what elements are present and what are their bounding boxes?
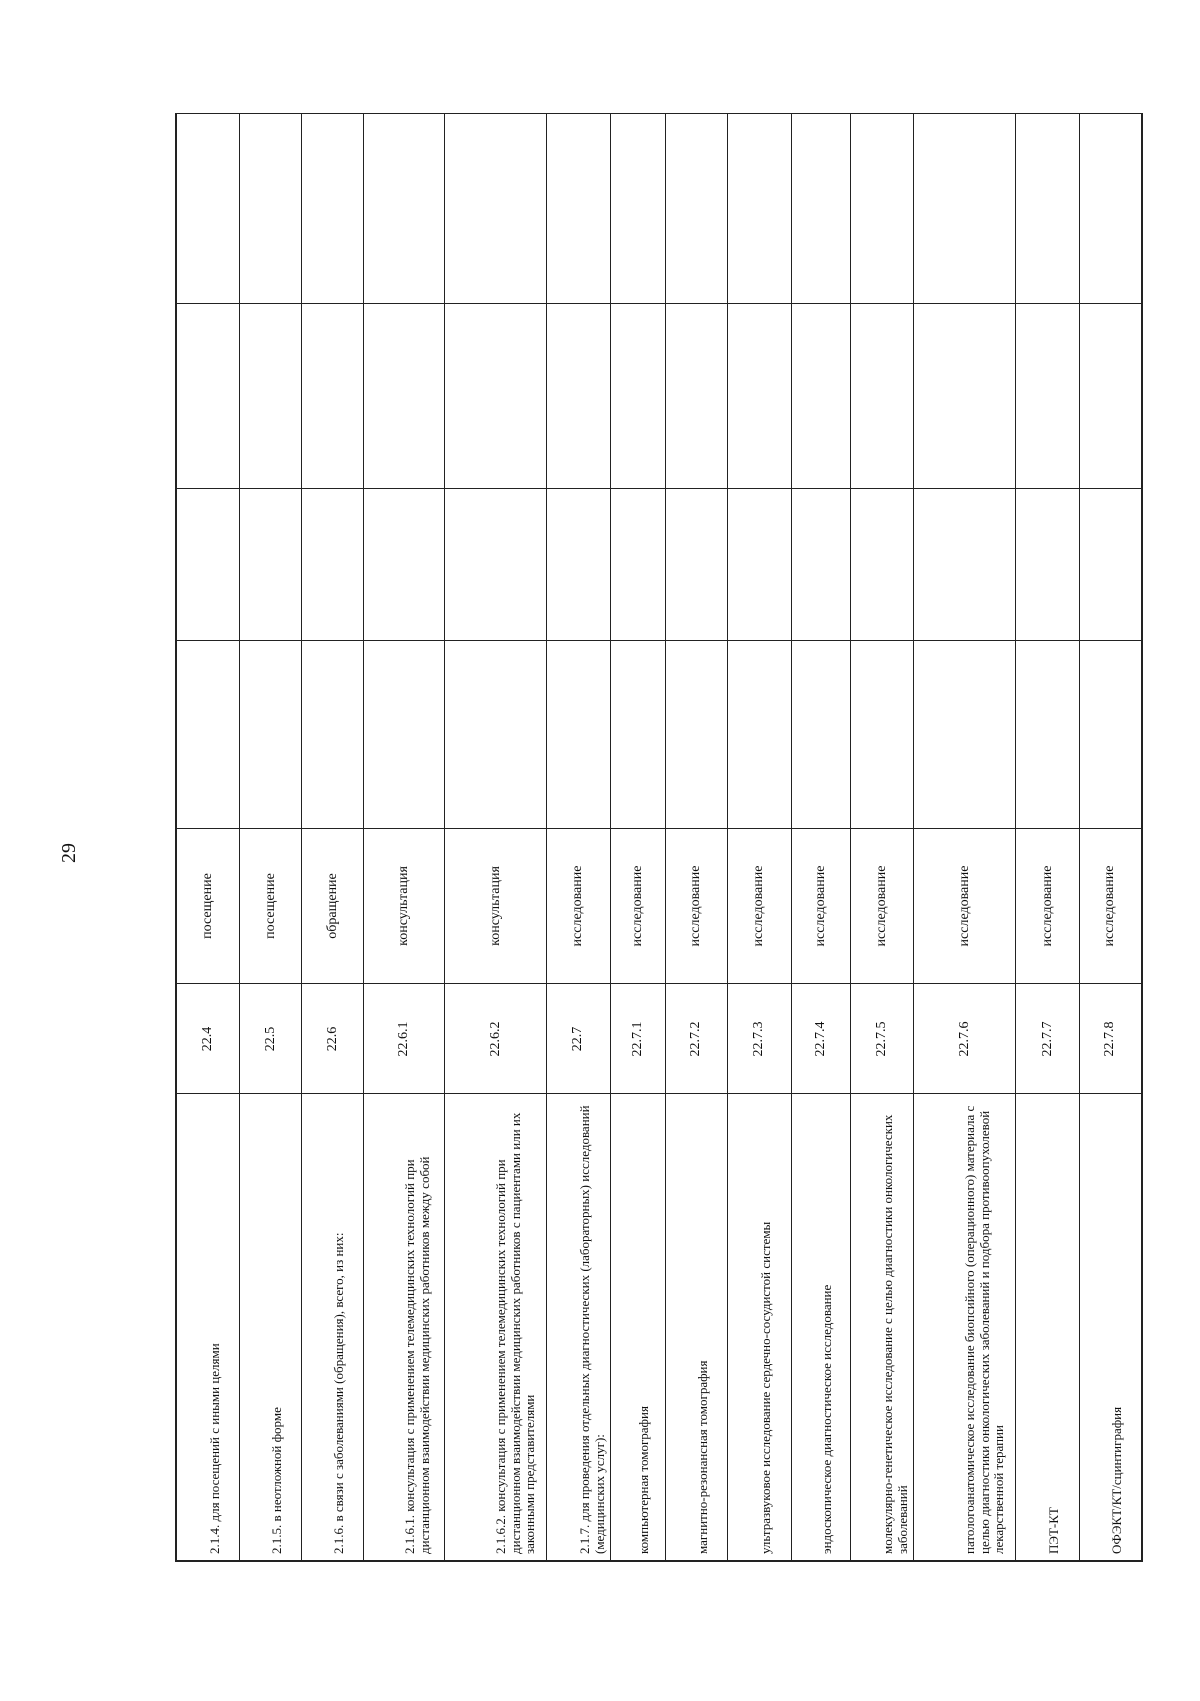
- empty-cell: [850, 114, 913, 304]
- code-text: 22.7.1: [629, 1021, 645, 1056]
- name-cell: [445, 1094, 547, 1561]
- empty-cell: [728, 304, 791, 489]
- name-cell: [176, 1094, 239, 1561]
- empty-cell: [363, 304, 444, 489]
- unit-text: исследование: [570, 865, 586, 947]
- table-band-code: [176, 984, 1142, 1094]
- name-text: патологоанатомическое исследование биопсийного (операционного) материала с целью диагностики онкологических заболеваний и подбора противоопухолевой лекарственной терапии: [962, 1105, 1007, 1554]
- unit-cell: [302, 829, 363, 984]
- name-text: ультразвуковое исследование сердечно-сосудистой системы: [757, 1221, 773, 1554]
- name-cell: [850, 1094, 913, 1561]
- unit-text: исследование: [812, 865, 828, 947]
- unit-text: исследование: [1102, 865, 1118, 947]
- name-cell: [302, 1094, 363, 1561]
- empty-cell: [1016, 641, 1079, 829]
- code-text: 22.7.2: [688, 1021, 704, 1056]
- unit-text: исследование: [629, 865, 645, 947]
- empty-cell: [302, 304, 363, 489]
- code-text: 22.6.2: [487, 1021, 503, 1056]
- name-text: ПЭТ-КТ: [1045, 1507, 1061, 1554]
- empty-cell: [445, 641, 547, 829]
- name-cell: [547, 1094, 610, 1561]
- empty-cell: [791, 304, 850, 489]
- code-cell: [302, 984, 363, 1094]
- empty-cell: [239, 641, 301, 829]
- table-band-unit: [176, 829, 1142, 984]
- name-text: 2.1.6. в связи с заболеваниями (обращения), всего, из них:: [330, 1232, 346, 1554]
- empty-cell: [914, 304, 1016, 489]
- unit-cell: [610, 829, 665, 984]
- code-text: 22.7: [570, 1026, 586, 1051]
- code-cell: [610, 984, 665, 1094]
- name-cell: [791, 1094, 850, 1561]
- unit-text: исследование: [874, 865, 890, 947]
- name-text: 2.1.7. для проведения отдельных диагностических (лабораторных) исследований (медицинских услуг):: [576, 1105, 607, 1554]
- code-cell: [445, 984, 547, 1094]
- table-band-blank: [176, 641, 1142, 829]
- empty-cell: [1079, 489, 1142, 641]
- empty-cell: [728, 114, 791, 304]
- empty-cell: [850, 304, 913, 489]
- empty-cell: [176, 489, 239, 641]
- unit-cell: [665, 829, 727, 984]
- code-text: 22.7.3: [751, 1021, 767, 1056]
- empty-cell: [547, 114, 610, 304]
- name-cell: [610, 1094, 665, 1561]
- code-text: 22.7.5: [874, 1021, 890, 1056]
- name-cell: [239, 1094, 301, 1561]
- name-text: 2.1.6.1. консультация с применением телемедицинских технологий при дистанционном взаимодействии медицинских работников между собой: [401, 1156, 432, 1554]
- empty-cell: [610, 641, 665, 829]
- code-cell: [239, 984, 301, 1094]
- unit-cell: [445, 829, 547, 984]
- empty-cell: [791, 114, 850, 304]
- empty-cell: [445, 304, 547, 489]
- empty-cell: [914, 641, 1016, 829]
- code-cell: [665, 984, 727, 1094]
- name-text: магнитно-резонансная томография: [694, 1360, 710, 1554]
- empty-cell: [1016, 114, 1079, 304]
- unit-text: исследование: [751, 865, 767, 947]
- empty-cell: [610, 114, 665, 304]
- unit-cell: [1016, 829, 1079, 984]
- empty-cell: [665, 304, 727, 489]
- code-text: 22.7.7: [1039, 1021, 1055, 1056]
- table-band-blank: [176, 489, 1142, 641]
- code-text: 22.7.4: [812, 1021, 828, 1056]
- empty-cell: [547, 304, 610, 489]
- code-cell: [850, 984, 913, 1094]
- empty-cell: [176, 114, 239, 304]
- empty-cell: [302, 489, 363, 641]
- empty-cell: [363, 641, 444, 829]
- empty-cell: [176, 641, 239, 829]
- unit-text: посещение: [199, 873, 215, 939]
- code-text: 22.6: [324, 1026, 340, 1051]
- empty-cell: [239, 114, 301, 304]
- name-cell: [914, 1094, 1016, 1561]
- code-text: 22.6.1: [395, 1021, 411, 1056]
- empty-cell: [302, 641, 363, 829]
- table-band-blank: [176, 114, 1142, 304]
- empty-cell: [363, 114, 444, 304]
- code-text: 22.5: [262, 1026, 278, 1051]
- empty-cell: [665, 489, 727, 641]
- empty-cell: [547, 489, 610, 641]
- unit-cell: [791, 829, 850, 984]
- empty-cell: [239, 304, 301, 489]
- table-band-name: [176, 1094, 1142, 1561]
- empty-cell: [610, 489, 665, 641]
- unit-cell: [547, 829, 610, 984]
- code-cell: [791, 984, 850, 1094]
- name-text: 2.1.4. для посещений с иными целями: [206, 1343, 222, 1554]
- empty-cell: [850, 489, 913, 641]
- name-cell: [1079, 1094, 1142, 1561]
- name-text: молекулярно-генетическое исследование с целью диагностики онкологических заболеваний: [880, 1114, 910, 1554]
- empty-cell: [914, 114, 1016, 304]
- empty-cell: [547, 641, 610, 829]
- name-text: ОФЭКТ/КТ/сцинтиграфия: [1108, 1406, 1124, 1554]
- code-text: 22.7.8: [1102, 1021, 1118, 1056]
- page-number: 29: [58, 843, 80, 863]
- code-cell: [1079, 984, 1142, 1094]
- code-cell: [176, 984, 239, 1094]
- unit-text: исследование: [1039, 865, 1055, 947]
- empty-cell: [665, 114, 727, 304]
- empty-cell: [1079, 641, 1142, 829]
- name-text: 2.1.5. в неотложной форме: [268, 1407, 284, 1554]
- empty-cell: [363, 489, 444, 641]
- unit-cell: [914, 829, 1016, 984]
- empty-cell: [850, 641, 913, 829]
- unit-cell: [176, 829, 239, 984]
- name-cell: [363, 1094, 444, 1561]
- code-text: 22.7.6: [956, 1021, 972, 1056]
- name-cell: [728, 1094, 791, 1561]
- empty-cell: [176, 304, 239, 489]
- code-text: 22.4: [199, 1026, 215, 1051]
- empty-cell: [791, 641, 850, 829]
- empty-cell: [791, 489, 850, 641]
- unit-cell: [1079, 829, 1142, 984]
- empty-cell: [610, 304, 665, 489]
- empty-cell: [728, 641, 791, 829]
- name-cell: [665, 1094, 727, 1561]
- unit-text: исследование: [688, 865, 704, 947]
- code-cell: [728, 984, 791, 1094]
- unit-cell: [850, 829, 913, 984]
- unit-text: обращение: [324, 873, 340, 939]
- code-cell: [547, 984, 610, 1094]
- empty-cell: [239, 489, 301, 641]
- empty-cell: [445, 114, 547, 304]
- empty-cell: [1079, 304, 1142, 489]
- name-text: 2.1.6.2. консультация с применением телемедицинских технологий при дистанционном взаимодействии медицинских работников с пациентами или их законными представителями: [493, 1112, 538, 1554]
- empty-cell: [1016, 304, 1079, 489]
- unit-cell: [239, 829, 301, 984]
- unit-text: исследование: [956, 865, 972, 947]
- empty-cell: [302, 114, 363, 304]
- empty-cell: [665, 641, 727, 829]
- table-band-blank: [176, 304, 1142, 489]
- data-table: [175, 113, 1143, 1562]
- name-text: компьютерная томография: [636, 1406, 652, 1554]
- unit-text: консультация: [487, 866, 503, 946]
- empty-cell: [1016, 489, 1079, 641]
- name-text: эндоскопическое диагностическое исследование: [819, 1284, 835, 1554]
- code-cell: [1016, 984, 1079, 1094]
- code-cell: [914, 984, 1016, 1094]
- unit-text: посещение: [262, 873, 278, 939]
- empty-cell: [914, 489, 1016, 641]
- empty-cell: [445, 489, 547, 641]
- unit-text: консультация: [395, 866, 411, 946]
- code-cell: [363, 984, 444, 1094]
- unit-cell: [728, 829, 791, 984]
- empty-cell: [1079, 114, 1142, 304]
- name-cell: [1016, 1094, 1079, 1561]
- empty-cell: [728, 489, 791, 641]
- unit-cell: [363, 829, 444, 984]
